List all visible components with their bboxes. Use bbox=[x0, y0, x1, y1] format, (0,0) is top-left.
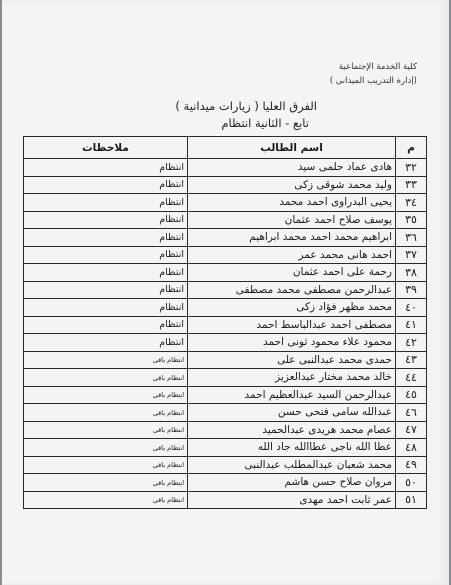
table-row bbox=[24, 474, 427, 492]
row-note-text: انتظام bbox=[159, 301, 184, 313]
row-note bbox=[24, 456, 188, 474]
row-note-text: انتظام باقى bbox=[152, 391, 184, 400]
row-note-text: انتظام باقى bbox=[152, 496, 184, 505]
table-row bbox=[24, 351, 427, 369]
row-number bbox=[396, 421, 427, 439]
row-note bbox=[24, 404, 188, 422]
row-note bbox=[24, 176, 188, 194]
student-name bbox=[188, 176, 396, 194]
row-number bbox=[396, 264, 427, 282]
student-name-text: يحيى البدراوى احمد محمد bbox=[279, 196, 392, 209]
col-header-student-name: اسم الطالب bbox=[188, 137, 396, 159]
row-number-text: ٣٩ bbox=[405, 283, 417, 297]
row-number bbox=[396, 351, 427, 369]
row-number-text: ٤٦ bbox=[405, 405, 417, 419]
student-name bbox=[188, 456, 396, 474]
student-name-text: ابراهيم محمد احمد محمد ابراهيم bbox=[249, 231, 392, 244]
student-name bbox=[188, 281, 396, 299]
row-number bbox=[396, 386, 427, 404]
row-number bbox=[396, 404, 427, 422]
col-header-notes: ملاحظات bbox=[24, 137, 188, 159]
row-number bbox=[396, 229, 427, 247]
row-number-text: ٣٤ bbox=[405, 195, 417, 209]
row-number-text: ٣٦ bbox=[405, 230, 417, 244]
row-number bbox=[396, 474, 427, 492]
row-note bbox=[24, 421, 188, 439]
student-name-text: احمد هانى محمد عمر bbox=[298, 248, 392, 261]
student-name-text: هادى عماد حلمى سيد bbox=[297, 161, 392, 174]
student-name bbox=[188, 386, 396, 404]
row-note-text: انتظام باقى bbox=[152, 408, 184, 417]
table-row bbox=[24, 404, 427, 422]
row-note bbox=[24, 351, 188, 369]
row-note-text: انتظام bbox=[159, 214, 184, 226]
table-row bbox=[24, 456, 427, 474]
student-name-text: رحمة على احمد عثمان bbox=[292, 266, 392, 279]
row-number-text: ٤٩ bbox=[405, 458, 417, 472]
row-note bbox=[24, 299, 188, 317]
student-name-text: خالد محمد مختار عبدالعزيز bbox=[275, 371, 392, 384]
student-name-text: مروان صلاح حسن هاشم bbox=[284, 476, 392, 489]
table-row bbox=[24, 229, 427, 247]
row-number bbox=[396, 159, 427, 177]
row-note-text: انتظام bbox=[159, 266, 184, 278]
table-row bbox=[24, 299, 427, 317]
student-name bbox=[188, 439, 396, 457]
student-name bbox=[188, 264, 396, 282]
row-note-text: انتظام bbox=[159, 319, 184, 331]
row-note-text: انتظام باقى bbox=[152, 356, 184, 365]
student-name bbox=[188, 316, 396, 334]
row-number-text: ٤٢ bbox=[405, 335, 417, 349]
student-name bbox=[188, 369, 396, 387]
student-name bbox=[188, 229, 396, 247]
student-name bbox=[188, 159, 396, 177]
table-row bbox=[24, 421, 427, 439]
student-table bbox=[23, 136, 427, 509]
student-name-text: محمود علاء محمود ثونى احمد bbox=[263, 336, 392, 349]
table-header-row bbox=[24, 137, 427, 159]
table-row bbox=[24, 281, 427, 299]
row-number bbox=[396, 281, 427, 299]
row-number-text: ٥١ bbox=[405, 493, 417, 507]
row-note-text: انتظام باقى bbox=[152, 373, 184, 382]
row-number-text: ٤٤ bbox=[405, 370, 417, 384]
table-row bbox=[24, 369, 427, 387]
table-row bbox=[24, 439, 427, 457]
student-name bbox=[188, 334, 396, 352]
faculty-name: كلية الخدمة الإجتماعية bbox=[338, 62, 417, 72]
table-row bbox=[24, 159, 427, 177]
row-number-text: ٤٧ bbox=[405, 423, 417, 437]
row-number-text: ٥٠ bbox=[405, 475, 417, 489]
row-note bbox=[24, 211, 188, 229]
row-note-text: انتظام bbox=[159, 231, 184, 243]
table-row bbox=[24, 316, 427, 334]
student-name-text: مصطفى احمد عبدالباسط احمد bbox=[256, 318, 392, 331]
student-name-text: عمر ثابت احمد مهدى bbox=[299, 493, 392, 506]
row-number bbox=[396, 334, 427, 352]
row-note bbox=[24, 159, 188, 177]
row-note-text: انتظام bbox=[159, 196, 184, 208]
row-number bbox=[396, 211, 427, 229]
student-name-text: يوسف صلاح احمد عثمان bbox=[284, 213, 392, 226]
row-note-text: انتظام bbox=[159, 336, 184, 348]
row-note-text: انتظام باقى bbox=[152, 478, 184, 487]
row-number bbox=[396, 194, 427, 212]
student-name-text: عطا الله ناجى عطاالله جاد الله bbox=[257, 441, 392, 454]
row-number bbox=[396, 246, 427, 264]
row-number-text: ٣٨ bbox=[405, 265, 417, 279]
student-name-text: محمد شعبان عبدالمطلب عبدالنبى bbox=[244, 458, 392, 471]
row-note bbox=[24, 194, 188, 212]
student-name bbox=[188, 211, 396, 229]
row-note bbox=[24, 246, 188, 264]
row-note bbox=[24, 264, 188, 282]
table-row bbox=[24, 176, 427, 194]
student-name-text: عبدالله سامى فتحى حسن bbox=[277, 406, 392, 419]
row-note-text: انتظام bbox=[159, 284, 184, 296]
row-number-text: ٤٣ bbox=[405, 353, 417, 367]
row-number-text: ٣٢ bbox=[405, 160, 417, 174]
row-number-text: ٤١ bbox=[405, 318, 417, 332]
student-name-text: عصام محمد هريدى عبدالحميد bbox=[262, 423, 392, 436]
table-row bbox=[24, 334, 427, 352]
student-name-text: عبدالرحمن السيد عبدالعظيم احمد bbox=[244, 388, 392, 401]
student-name-text: حمدى محمد عبدالنبى على bbox=[277, 353, 392, 366]
row-number-text: ٣٧ bbox=[405, 248, 417, 262]
table-row bbox=[24, 264, 427, 282]
row-number-text: ٤٥ bbox=[405, 388, 417, 402]
document-subtitle: تابع - الثانية انتظام bbox=[221, 116, 309, 130]
student-name bbox=[188, 351, 396, 369]
row-note bbox=[24, 316, 188, 334]
student-name bbox=[188, 246, 396, 264]
student-name bbox=[188, 404, 396, 422]
row-note-text: انتظام bbox=[159, 179, 184, 191]
row-number bbox=[396, 369, 427, 387]
student-name bbox=[188, 299, 396, 317]
student-name bbox=[188, 491, 396, 509]
student-name-text: وليد محمد شوقى زكى bbox=[294, 178, 392, 191]
row-number bbox=[396, 456, 427, 474]
document-title: الفرق العليا ( زيارات ميدانية ) bbox=[175, 99, 317, 113]
row-note bbox=[24, 474, 188, 492]
table-row bbox=[24, 491, 427, 509]
row-note-text: انتظام bbox=[159, 249, 184, 261]
row-number bbox=[396, 439, 427, 457]
row-note-text: انتظام باقى bbox=[152, 443, 184, 452]
row-number-text: ٣٣ bbox=[405, 178, 417, 192]
row-note bbox=[24, 439, 188, 457]
row-note bbox=[24, 281, 188, 299]
row-number bbox=[396, 299, 427, 317]
table-row bbox=[24, 246, 427, 264]
row-note-text: انتظام باقى bbox=[152, 461, 184, 470]
student-name-text: عبدالرحمن مصطفى محمد مصطفى bbox=[235, 283, 392, 296]
row-number bbox=[396, 316, 427, 334]
student-name bbox=[188, 194, 396, 212]
row-note bbox=[24, 229, 188, 247]
table-row bbox=[24, 211, 427, 229]
student-name bbox=[188, 421, 396, 439]
row-note bbox=[24, 386, 188, 404]
row-note bbox=[24, 491, 188, 509]
row-note-text: انتظام باقى bbox=[152, 426, 184, 435]
row-number-text: ٣٥ bbox=[405, 213, 417, 227]
department-name: (إدارة التدريب الميدانى ) bbox=[329, 76, 417, 86]
row-note bbox=[24, 334, 188, 352]
row-note bbox=[24, 369, 188, 387]
row-note-text: انتظام bbox=[159, 161, 184, 173]
row-number bbox=[396, 176, 427, 194]
document-page bbox=[2, 0, 449, 585]
student-name bbox=[188, 474, 396, 492]
col-header-number: م bbox=[396, 137, 427, 159]
student-name-text: محمد مظهر فؤاد زكى bbox=[296, 301, 392, 314]
row-number bbox=[396, 491, 427, 509]
row-number-text: ٤٨ bbox=[405, 440, 417, 454]
table-row bbox=[24, 386, 427, 404]
row-number-text: ٤٠ bbox=[405, 300, 417, 314]
table-row bbox=[24, 194, 427, 212]
